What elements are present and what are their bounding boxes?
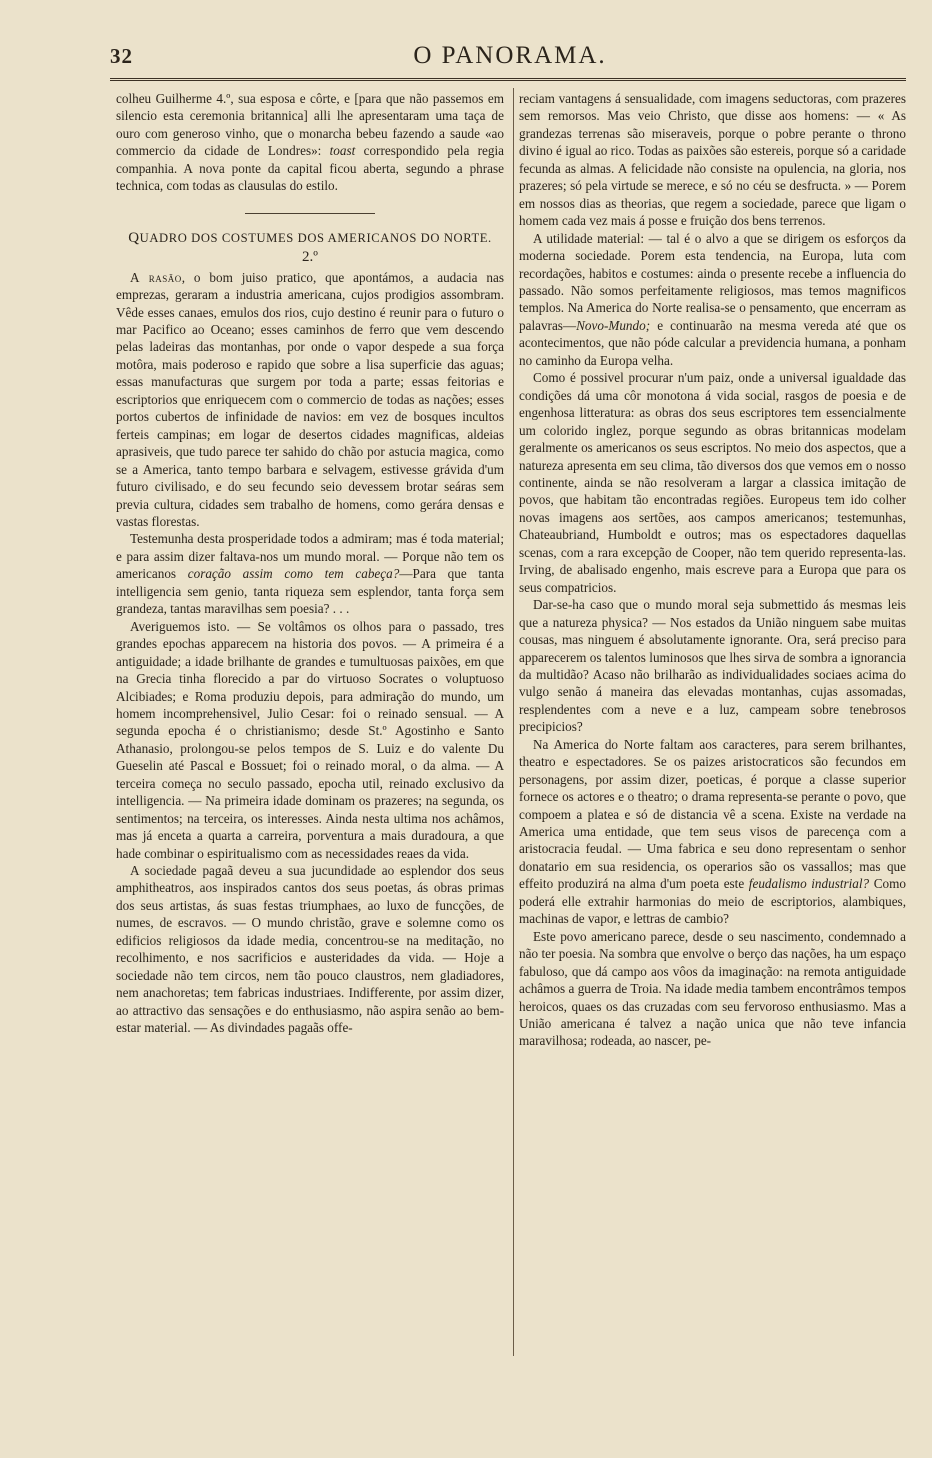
paragraph-1: A rasão, o bom juiso pratico, que apontámos, a audacia nas emprezas, geraram a industria americana, cujos prodigios assombram. Vêde esses canaes, emulos dos rios, cujo destino é reunir para o futuro o mar Pacifico ao Oceano; esses caminhos de ferro que vem descendo pelas ladeiras das montanhas, por onde o vapor despede a sua força motôra, mais poderoso e rapido que sobre a lisa superficie das aguas; essas manufacturas que surgem por toda a parte; essas feitorias e escriptorios que enriquecem com o commercio de todas as nações; esses portos cubertos de infinidade de navios: em vez de bosques incultos ferteis campinas; em logar de desertos cidades magnificas, aldeias aprasiveis, que tudo parece ter sahido do chão por astucia magica, como se a America, tanto tempo barbara e selvagem, estivesse grávida d'um futuro civilisado, e do seu fecundo seio devessem brotar seáras sem previa cultura, cidades sem trabalho de homens, como gerára densas e vastas florestas.	[116, 269, 504, 529]
right-column	[519, 90, 906, 1050]
paragraph-2: Testemunha desta prosperidade todos a admiram; mas é toda material; e para assim dizer faltava-nos um mundo moral. — Porque não tem os americanos coração assim como tem cabeça?—Para que tanta intelligencia sem genio, tanta riqueza sem esplendor, tanta força sem grandeza, tantas maravilhas sem poesia? . . .	[116, 531, 505, 617]
paragraph-8: Dar-se-ha caso que o mundo moral seja submettido ás mesmas leis que a natureza physica? — Nos estados da União ninguem sabe muitas cousas, mas ninguem é absolutamente ignorante. Ora, será preciso para apparecerem os talentos luminosos que lhes sirva de sombra a ignorancia da multidão? Acaso não brilharão as individualidades sociaes acima do vulgo senão á maneira das elevadas montanhas, cujas assomadas, resplendentes com a neve e a luz, campeam sobre tenebrosos precipicios?	[519, 597, 906, 735]
page-number: 32	[110, 44, 133, 68]
paragraph-3: Averiguemos isto. — Se voltâmos os olhos para o passado, tres grandes epochas apparecem na historia dos povos. — A primeira é a antiguidade; a idade brilhante de grandes e tumultuosas paixões, em que na Grecia tinha florecido a par do virtuoso Socrates o voluptuoso Alcibiades; e Roma produziu depois, para admiração do mundo, um homem incomprehensivel, Julio Cesar: foi o reinado sensual. — A segunda epocha é o christianismo; desde St.º Agostinho e Santo Athanasio, prolongou-se pelos tempos de S. Luiz e do valente Du Gueselin até Pascal e Bossuet; foi o reinado moral, o da alma. — A terceira começa no seculo passado, epocha util, reinado exclusivo da intelligencia. — Na primeira idade dominam os prazeres; na segunda, os sentimentos; na terceira, os interesses. Ainda nesta ultima nos achâmos, mas já enceta a quarta a carreira, porventura a mais duradoura, a que hade combinar o espiritualismo com as necessidades reaes da vida.	[116, 618, 504, 861]
column-divider	[513, 88, 514, 1356]
paragraph-9: Na America do Norte faltam aos caracteres, para serem brilhantes, theatro e espectadores. Se os paizes aristocraticos são fecundos em personagens, por assim dizer, poeticas, é porque a classe superior fornece os actores e o theatro; o drama representa-se perante o povo, que compoem a platea e só de distancia vê a scena. Existe na verdade na America uma entidade, que tem seus visos de parecença com a aristocracia feudal. — Uma fabrica e seu dono representam o senhor donatario em sua residencia, os operarios são os vassallos; mas que effeito produzirá na alma d'um poeta este feudalismo industrial? Como poderá elle extrahir harmonias do meio de escriptorios, alambiques, machinas de vapor, e lettras de cambio?	[519, 736, 906, 927]
article-title: QUADRO DOS COSTUMES DOS AMERICANOS DO NORTE.	[128, 229, 492, 246]
section-separator	[245, 213, 375, 214]
paragraph-4: A sociedade pagaã deveu a sua jucundidade ao esplendor dos seus amphitheatros, aos inspirados cantos dos seus poetas, ás obras primas dos seus artistas, ás suas festas triumphaes, ao luxo de funcções, de numes, de escravos. — O mundo christão, grave e solemne como os edificios religiosos da idade media, concentrou-se na meditação, no recolhimento, e nos sacrificios e austeridades da vida. — Hoje a sociedade não tem circos, nem tão pouco claustros, nem gladiadores, nem anachoretas; tem fabricas industriaes. Indifferente, por assim dizer, ao attractivo das sensações e do enthusiasmo, não aspira senão ao bem-estar material. — As divindades pagaãs offe-	[116, 863, 504, 1036]
article-number: 2.º	[302, 249, 318, 266]
paragraph-7: Como é possivel procurar n'um paiz, onde a universal igualdade das condições dá uma côr monotona á vida social, rasgos de poesia e de engenhosa litteratura: as obras dos seus escriptores tem essencialmente um colorido inglez, porque segundo as obras britannicas modelam geralmente os americanos os seus escriptos. No meio dos aspectos, que a natureza apresenta em seu clima, tão diversos dos que vemos em o nosso continente, ainda se não resolveram a largar a classica imitação de povos, que habitam tão encontradas regiões. Europeus tem ido colher novas imagens aos sertões, aos campos americanos; testemunhas, Chateaubriand, Humboldt e outros; mas os espectadores daquellas scenas, com a rara excepção de Cooper, não tem querido representa-las. Irving, de abalisado engenho, mais escreve para a Europa que para os seus compatricios.	[519, 370, 906, 595]
paragraph-5: reciam vantagens á sensualidade, com imagens seductoras, com prazeres sem remorsos. Mas veio Christo, que disse aos homens: — « As grandezas terrenas são miseraveis, porque o pobre perante o throno divino é igual ao rico. Todas as paixões são estereis, porque só a caridade fecunda as almas. A felicidade não consiste na opulencia, na gloria, nos prazeres; só pela virtude se merece, e só no céu se desfructa. » — Porem em nossos dias as theorias, que regem a sociedade, parece que ligam o homem cada vez mais á posse e fruição dos bens terrenos.	[519, 91, 906, 229]
intro-paragraph: colheu Guilherme 4.º, sua esposa e côrte, e [para que não passemos em silencio esta ceremonia britannica] alli lhe apresentaram uma taça de ouro com generoso vinho, que o monarcha bebeu fazendo a saude «ao commercio da cidade de Londres»: toast correspondido pela regia companhia. A nova ponte da capital ficou aberta, segundo a phrase technica, com todas as clausulas do estilo.	[116, 91, 504, 194]
left-column	[116, 90, 504, 1037]
header-rule	[110, 78, 906, 84]
masthead-title: O PANORAMA.	[413, 42, 607, 69]
paragraph-6: A utilidade material: — tal é o alvo a que se dirigem os esforços da moderna sociedade. Porem esta tendencia, na Europa, luta com recordações, habitos e costumes: ainda o presente recebe a influencia do passado. Não somos perfeitamente religiosos, mas temos magnificos templos. Na America do Norte realisa-se o pensamento, que encerram as palavras—Novo-Mundo; e continuarão na mesma vereda até que os acontecimentos, que não póde calcular a previdencia humana, a ponham no caminho da Europa velha.	[519, 230, 906, 368]
paragraph-10: Este povo americano parece, desde o seu nascimento, condemnado a não ter poesia. Na sombra que envolve o berço das nações, ha um espaço fabuloso, que dá campo aos vôos da imaginação: na remota antiguidade achâmos a guerra de Troia. Na idade media tambem encontrâmos tempos heroicos, quaes os das cruzadas com seu fervoroso enthusiasmo. Mas a União americana é talvez a nação unica que não teve infancia maravilhosa; rodeada, ao nascer, pe-	[519, 928, 906, 1049]
page-header	[110, 40, 910, 76]
